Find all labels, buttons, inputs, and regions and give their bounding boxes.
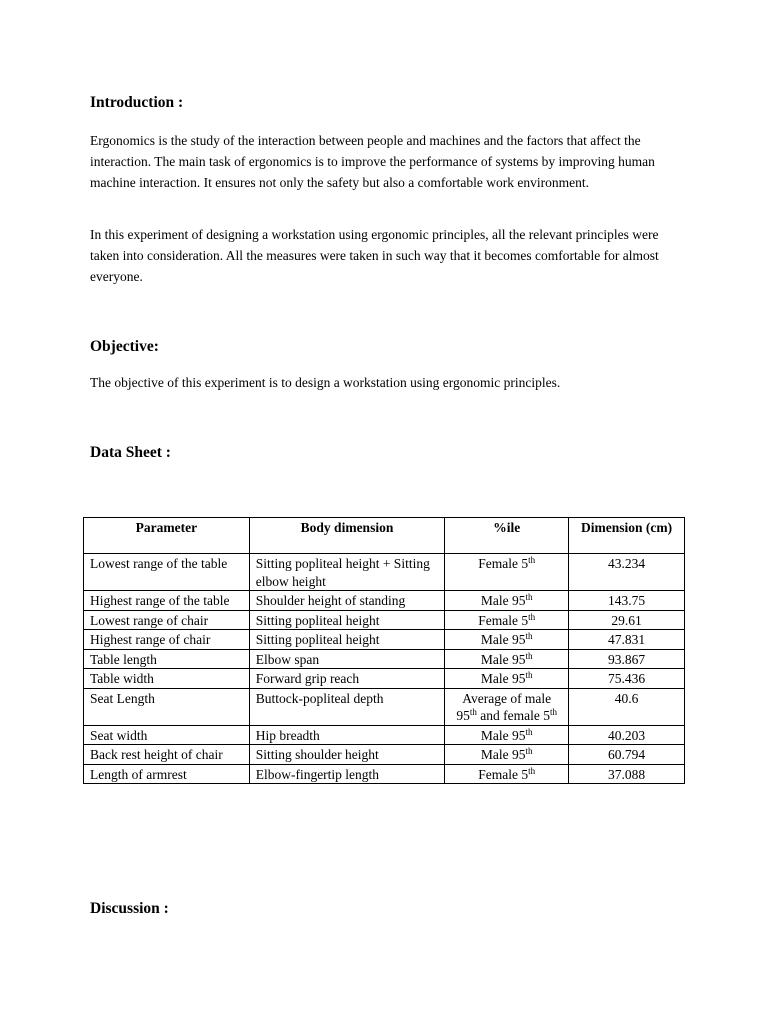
cell-dimension: 60.794 xyxy=(569,745,685,765)
introduction-paragraph-2: In this experiment of designing a workstation using ergonomic principles, all the relevant principles were taken into consideration. All the measures were taken in such way that it becomes comfortable for almost everyone. xyxy=(90,227,659,284)
cell-percentile: Male 95th xyxy=(445,725,569,745)
cell-percentile: Male 95th xyxy=(445,630,569,650)
table-header-row xyxy=(84,518,685,554)
cell-dimension: 40.203 xyxy=(569,725,685,745)
cell-percentile: Male 95th xyxy=(445,745,569,765)
cell-body-dimension: Sitting shoulder height xyxy=(249,745,445,765)
cell-parameter: Table length xyxy=(84,649,250,669)
header-body-dimension: Body dimension xyxy=(249,518,445,554)
cell-parameter: Lowest range of chair xyxy=(84,610,250,630)
cell-parameter: Seat width xyxy=(84,725,250,745)
table-row xyxy=(84,669,685,689)
cell-percentile: Male 95th xyxy=(445,649,569,669)
cell-body-dimension: Buttock-popliteal depth xyxy=(249,688,445,725)
cell-percentile: Average of male 95th and female 5th xyxy=(445,688,569,725)
table-row xyxy=(84,610,685,630)
cell-parameter: Back rest height of chair xyxy=(84,745,250,765)
cell-percentile: Female 5th xyxy=(445,764,569,784)
data-sheet-heading: Data Sheet : xyxy=(90,444,171,461)
header-parameter: Parameter xyxy=(84,518,250,554)
cell-dimension: 143.75 xyxy=(569,591,685,611)
cell-body-dimension: Shoulder height of standing xyxy=(249,591,445,611)
cell-body-dimension: Elbow span xyxy=(249,649,445,669)
cell-parameter: Highest range of chair xyxy=(84,630,250,650)
cell-body-dimension: Elbow-fingertip length xyxy=(249,764,445,784)
objective-heading: Objective: xyxy=(90,338,159,355)
cell-body-dimension: Forward grip reach xyxy=(249,669,445,689)
data-sheet-table xyxy=(83,517,685,784)
cell-dimension: 37.088 xyxy=(569,764,685,784)
cell-body-dimension: Sitting popliteal height + Sitting elbow height xyxy=(249,554,445,591)
cell-dimension: 43.234 xyxy=(569,554,685,591)
cell-percentile: Female 5th xyxy=(445,610,569,630)
cell-dimension: 47.831 xyxy=(569,630,685,650)
table-row xyxy=(84,554,685,591)
header-dimension: Dimension (cm) xyxy=(569,518,685,554)
cell-parameter: Lowest range of the table xyxy=(84,554,250,591)
discussion-heading: Discussion : xyxy=(90,900,169,917)
cell-parameter: Table width xyxy=(84,669,250,689)
cell-body-dimension: Sitting popliteal height xyxy=(249,630,445,650)
cell-dimension: 29.61 xyxy=(569,610,685,630)
cell-dimension: 93.867 xyxy=(569,649,685,669)
cell-percentile: Female 5th xyxy=(445,554,569,591)
cell-body-dimension: Hip breadth xyxy=(249,725,445,745)
objective-paragraph: The objective of this experiment is to design a workstation using ergonomic principles. xyxy=(90,375,561,390)
cell-parameter: Seat Length xyxy=(84,688,250,725)
cell-parameter: Highest range of the table xyxy=(84,591,250,611)
cell-percentile: Male 95th xyxy=(445,591,569,611)
cell-dimension: 40.6 xyxy=(569,688,685,725)
table-row xyxy=(84,688,685,725)
cell-parameter: Length of armrest xyxy=(84,764,250,784)
table-row xyxy=(84,591,685,611)
header-percentile: %ile xyxy=(445,518,569,554)
introduction-heading: Introduction : xyxy=(90,94,184,111)
table-row xyxy=(84,745,685,765)
table-row xyxy=(84,649,685,669)
cell-body-dimension: Sitting popliteal height xyxy=(249,610,445,630)
introduction-paragraph-1: Ergonomics is the study of the interaction between people and machines and the factors that affect the interaction. The main task of ergonomics is to improve the performance of systems by improving human machine interaction. It ensures not only the safety but also a comfortable work environment. xyxy=(90,133,655,190)
table-row xyxy=(84,764,685,784)
cell-percentile: Male 95th xyxy=(445,669,569,689)
table-row xyxy=(84,630,685,650)
cell-dimension: 75.436 xyxy=(569,669,685,689)
table-row xyxy=(84,725,685,745)
